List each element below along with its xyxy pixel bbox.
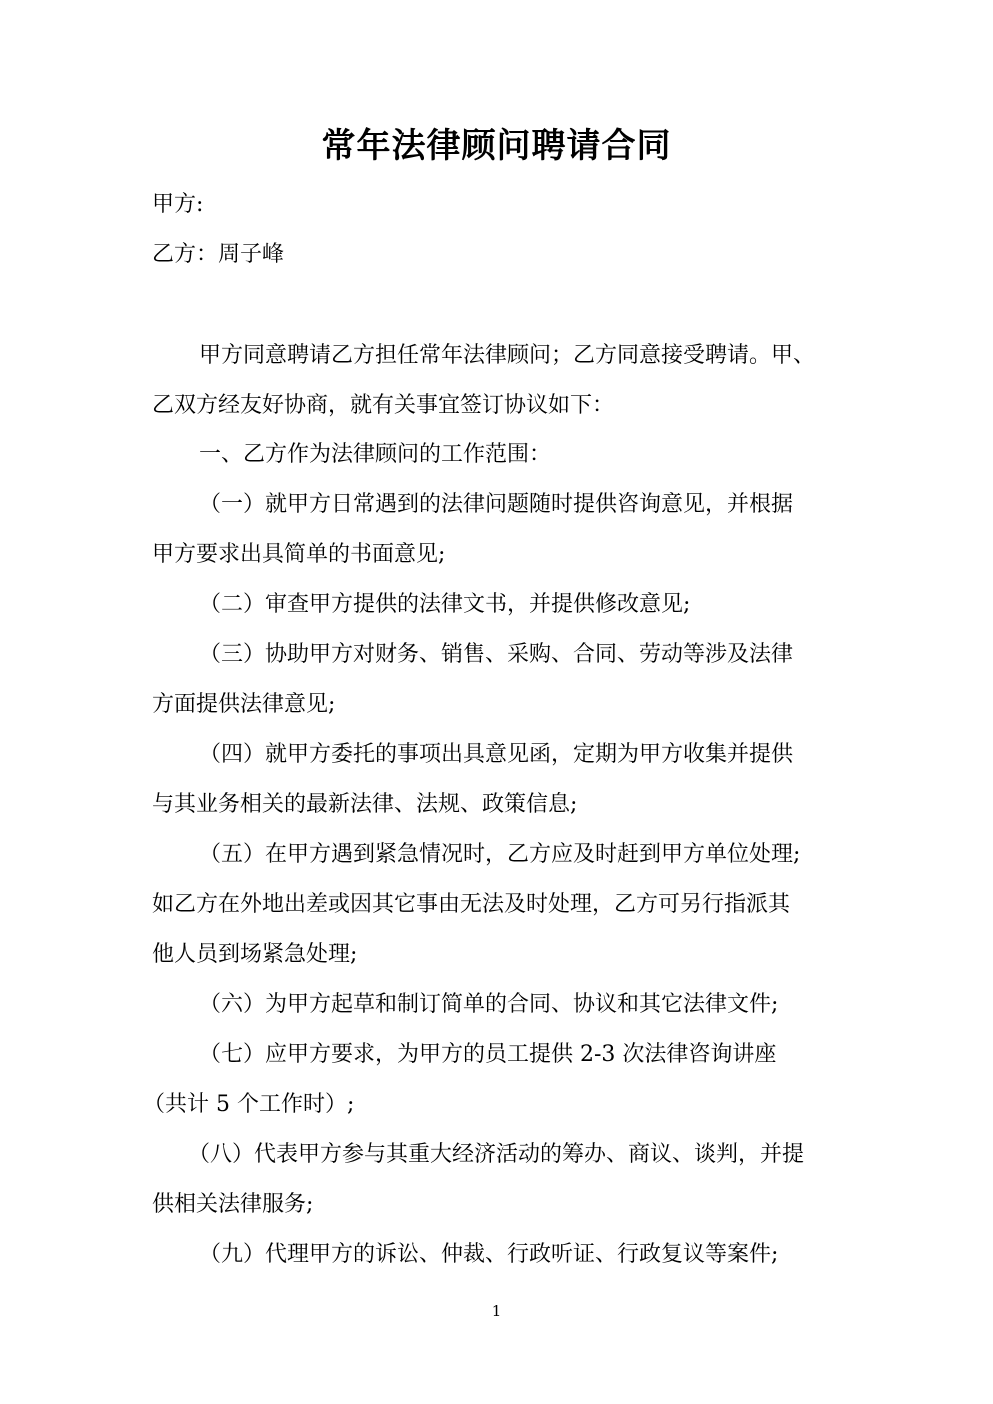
intro-paragraph-line-2: 乙双方经友好协商，就有关事宜签订协议如下： [152, 393, 615, 418]
clause-3-line-1: （三）协助甲方对财务、销售、采购、合同、劳动等涉及法律 [199, 642, 794, 667]
party-a-line: 甲方: [152, 192, 204, 217]
clause-6-line-1: （六）为甲方起草和制订简单的合同、协议和其它法律文件; [199, 992, 779, 1017]
clause-8-line-1: （八）代表甲方参与其重大经济活动的筹办、商议、谈判，并提 [188, 1142, 805, 1167]
clause-5-line-2: 如乙方在外地出差或因其它事由无法及时处理，乙方可另行指派其 [152, 892, 791, 917]
clause-5-line-3: 他人员到场紧急处理; [152, 942, 358, 967]
clause-5-line-1: （五）在甲方遇到紧急情况时，乙方应及时赶到甲方单位处理; [199, 842, 801, 867]
intro-paragraph-line-1: 甲方同意聘请乙方担任常年法律顾问；乙方同意接受聘请。甲、 [199, 343, 816, 368]
clause-8-line-2: 供相关法律服务; [152, 1192, 314, 1217]
page-number: 1 [491, 1302, 502, 1320]
clause-9-line-1: （九）代理甲方的诉讼、仲裁、行政听证、行政复议等案件; [199, 1242, 779, 1267]
clause-2-line-1: （二）审查甲方提供的法律文书，并提供修改意见; [199, 592, 691, 617]
clause-4-line-2: 与其业务相关的最新法律、法规、政策信息; [152, 792, 578, 817]
clause-7-line-2: （共计 5 个工作时）; [143, 1092, 355, 1117]
section-heading-scope: 一、乙方作为法律顾问的工作范围： [199, 442, 552, 467]
clause-1-line-1: （一）就甲方日常遇到的法律问题随时提供咨询意见，并根据 [199, 492, 794, 517]
contract-title: 常年法律顾问聘请合同 [321, 126, 672, 166]
clause-7-line-1: （七）应甲方要求，为甲方的员工提供 2-3 次法律咨询讲座 [199, 1042, 777, 1067]
clause-1-line-2: 甲方要求出具简单的书面意见; [152, 542, 446, 567]
party-b-line: 乙方：周子峰 [152, 242, 285, 267]
clause-3-line-2: 方面提供法律意见; [152, 692, 336, 717]
clause-4-line-1: （四）就甲方委托的事项出具意见函，定期为甲方收集并提供 [199, 742, 794, 767]
